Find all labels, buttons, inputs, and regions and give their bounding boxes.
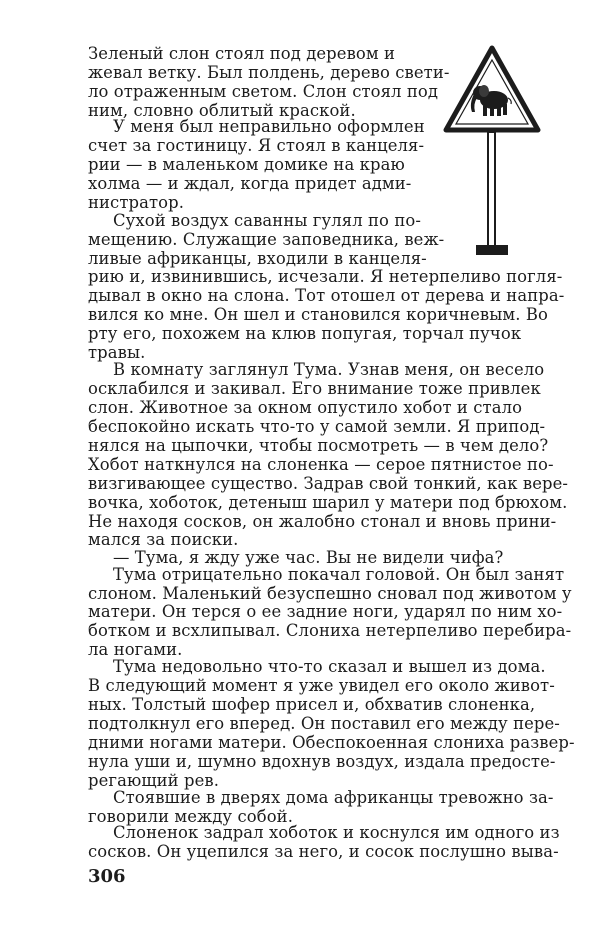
text-line: визгивающее существо. Задрав свой тонкий, как вере- xyxy=(88,473,569,493)
text-line: ла ногами. xyxy=(88,640,183,660)
text-line: Не находя сосков, он жалобно стонал и вновь прини- xyxy=(88,511,557,531)
text-line: слоном. Маленький безуспешно сновал под животом у xyxy=(88,583,572,603)
text-line: рту его, похожем на клюв попугая, торчал пучок xyxy=(88,324,522,344)
text-line: нула уши и, шумно вдохнув воздух, издала предосте- xyxy=(88,751,556,771)
text-line: вочка, хоботок, детеныш шарил у матери под брюхом. xyxy=(88,492,568,512)
text-line: У меня был неправильно оформлен xyxy=(113,117,425,136)
text-line: ливые африканцы, входили в канцеля- xyxy=(88,248,427,268)
text-line: рии — в маленьком домике на краю xyxy=(88,154,405,174)
text-line: осклабился и закивал. Его внимание тоже привлек xyxy=(88,379,541,399)
text-line: Тума отрицательно покачал головой. Он был занят xyxy=(113,564,565,584)
text-line: беспокойно искать что-то у самой земли. Я припод- xyxy=(88,416,546,436)
text-line: ло отраженным светом. Слон стоял под xyxy=(88,81,439,101)
text-line: подтолкнул его вперед. Он поставил его между пере- xyxy=(88,714,560,734)
text-line: рию и, извинившись, исчезали. Я нетерпеливо погля- xyxy=(88,267,563,287)
text-line: нялся на цыпочки, чтобы посмотреть — в чем дело? xyxy=(88,435,549,455)
text-line: Хобот наткнулся на слоненка — серое пятнистое по- xyxy=(88,454,554,474)
text-line: регающий рев. xyxy=(88,770,220,790)
text-line: счет за гостиницу. Я стоял в канцеля- xyxy=(88,135,425,155)
text-line: В комнату заглянул Тума. Узнав меня, он весело xyxy=(113,360,545,380)
text-line: нистратор. xyxy=(88,192,184,212)
text-line: ботком и всхлипывал. Слониха нетерпеливо перебира- xyxy=(88,621,572,641)
page-number: 306 xyxy=(88,866,126,887)
text-line: говорили между собой. xyxy=(88,806,294,826)
text-line: дними ногами матери. Обеспокоенная слониха развер- xyxy=(88,733,575,752)
text-line: дывал в окно на слона. Тот отошел от дерева и напра- xyxy=(88,286,565,306)
text-line: мался за поиски. xyxy=(88,530,239,550)
text-line: Сухой воздух саванны гулял по по- xyxy=(113,210,421,230)
text-line: ним, словно облитый краской. xyxy=(88,100,356,120)
text-line: В следующий момент я уже увидел его около живот- xyxy=(88,676,555,696)
text-line: — Тума, я жду уже час. Вы не видели чифа? xyxy=(113,548,504,568)
text-line: холма — и ждал, когда придет адми- xyxy=(88,173,412,193)
text-line: Стоявшие в дверях дома африканцы тревожно за- xyxy=(113,788,554,807)
text-line: вился ко мне. Он шел и становился коричневым. Во xyxy=(88,305,548,325)
text-line: матери. Он терся о ее задние ноги, ударял по ним хо- xyxy=(88,602,563,622)
text-line: Зеленый слон стоял под деревом и xyxy=(88,44,396,63)
text-line: сосков. Он уцепился за него, и сосок послушно выва- xyxy=(88,842,559,861)
text-line: слон. Животное за окном опустило хобот и стало xyxy=(88,398,523,417)
text-line: Слоненок задрал хоботок и коснулся им одного из xyxy=(113,823,560,843)
text-line: Тума недовольно что-то сказал и вышел из дома. xyxy=(113,657,546,677)
text-line: травы. xyxy=(88,343,146,362)
text-line: жевал ветку. Был полдень, дерево свети- xyxy=(88,62,450,82)
sign-post xyxy=(488,132,495,247)
sign-base xyxy=(476,245,508,255)
text-line: мещению. Служащие заповедника, веж- xyxy=(88,229,445,249)
elephant-crossing-sign-illustration xyxy=(438,38,548,268)
text-line: ных. Толстый шофер присел и, обхватив слоненка, xyxy=(88,695,536,715)
